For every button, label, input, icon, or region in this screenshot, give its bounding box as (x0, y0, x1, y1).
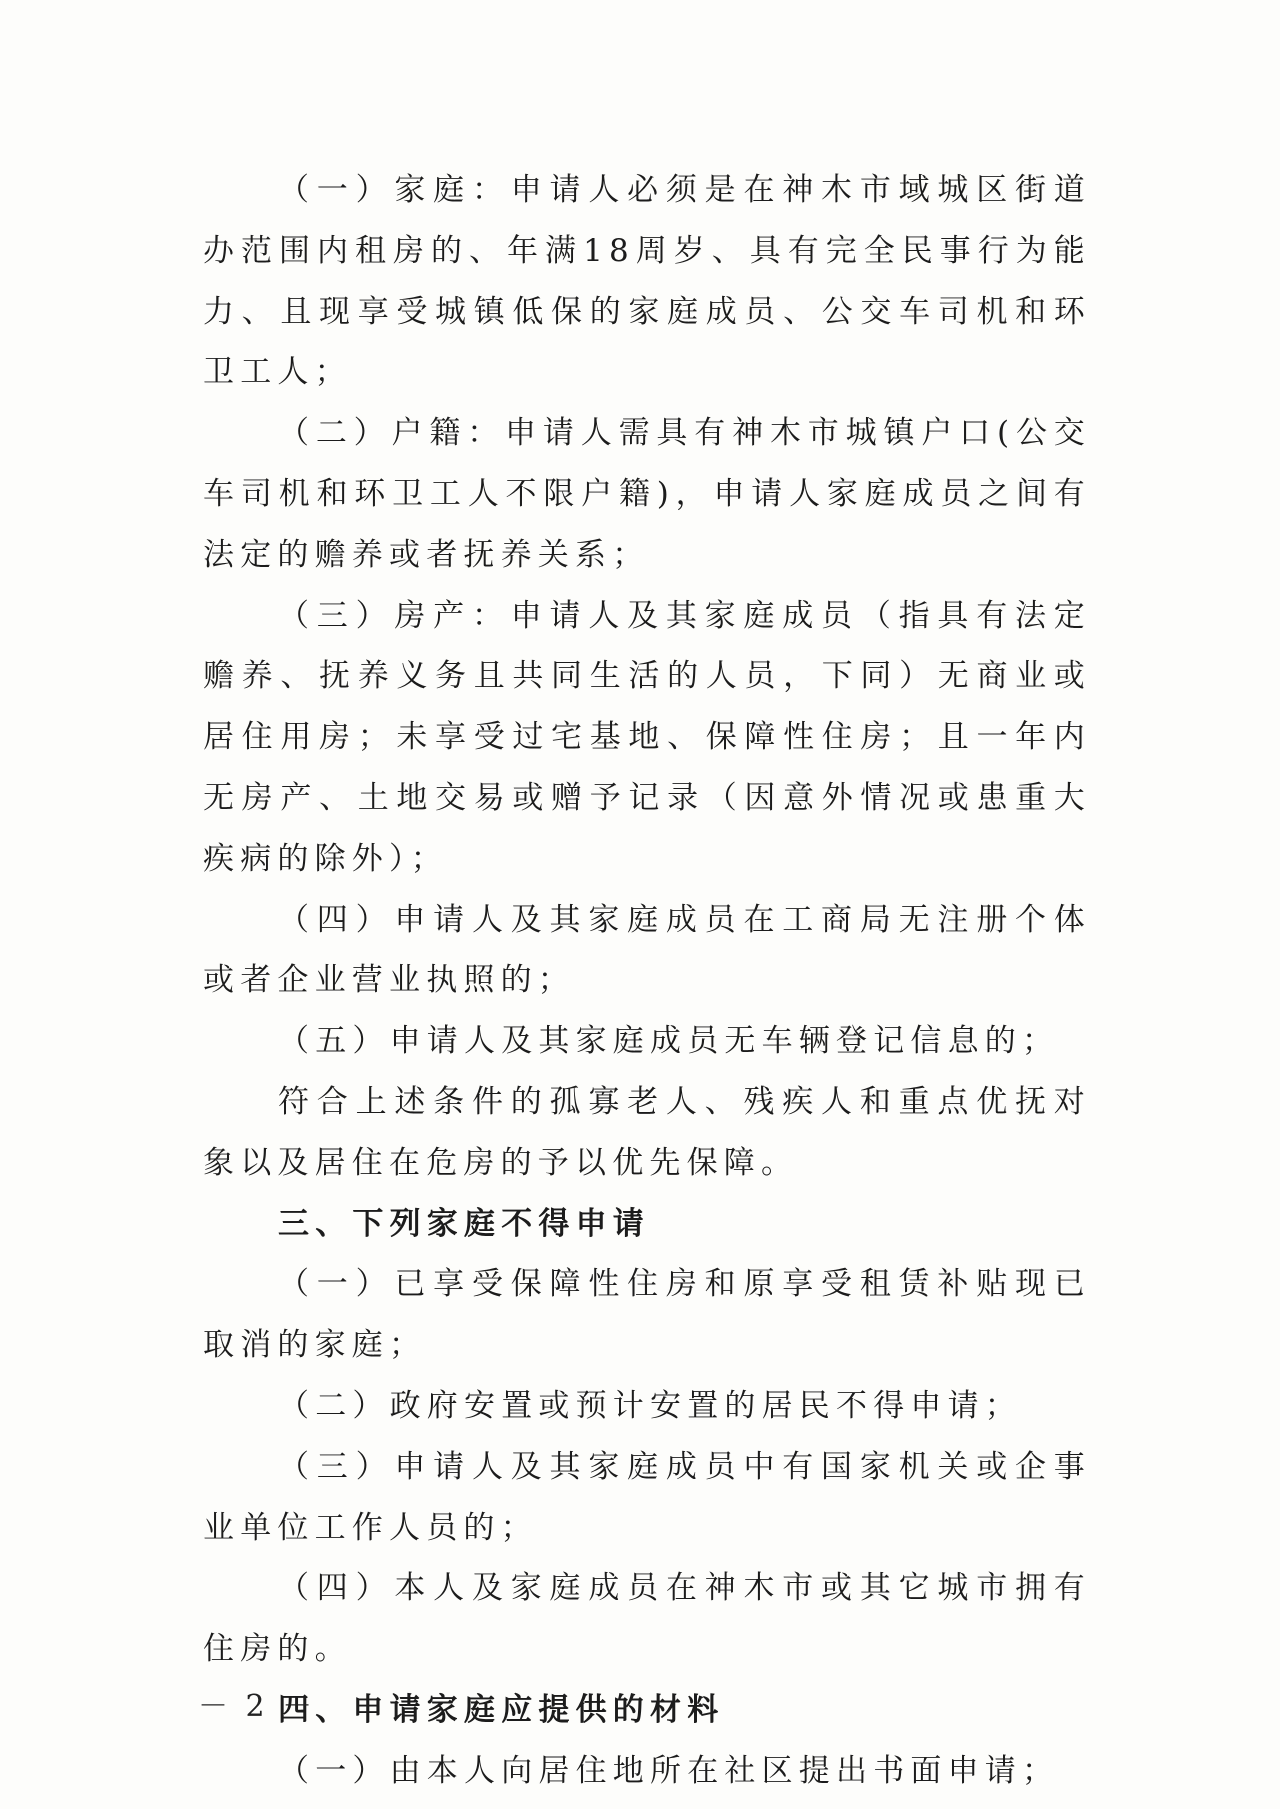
paragraph-priority: 符合上述条件的孤寡老人、残疾人和重点优抚对象以及居住在危房的予以优先保障。 (203, 1083, 1091, 1181)
paragraph-vehicle: （五）申请人及其家庭成员无车辆登记信息的； (278, 1023, 1060, 1060)
section-heading-ineligible: 三、下列家庭不得申请 (278, 1205, 650, 1242)
paragraph-ineligible-1: （一）已享受保障性住房和原享受租赁补贴现已取消的家庭； (203, 1266, 1091, 1364)
section-heading-materials: 四、申请家庭应提供的材料 (278, 1691, 725, 1728)
paragraph-ineligible-2: （二）政府安置或预计安置的居民不得申请； (278, 1387, 1022, 1424)
document-body (203, 160, 1091, 1802)
paragraph-materials-1: （一）由本人向居住地所在社区提出书面申请； (278, 1752, 1060, 1789)
paragraph-business-license: （四）申请人及其家庭成员在工商局无注册个体或者企业营业执照的； (203, 901, 1091, 999)
paragraph-family-condition: （一）家庭：申请人必须是在神木市域城区街道办范围内租房的、年满18周岁、具有完全民事行为能力、且现享受城镇低保的家庭成员、公交车司机和环卫工人； (203, 172, 1091, 391)
paragraph-ineligible-3: （三）申请人及其家庭成员中有国家机关或企事业单位工作人员的； (203, 1448, 1091, 1546)
paragraph-property: （三）房产：申请人及其家庭成员（指具有法定赡养、抚养义务且共同生活的人员，下同）无商业或居住用房；未享受过宅基地、保障性住房；且一年内无房产、土地交易或赠予记录（因意外情况或患重大疾病的除外）； (203, 597, 1091, 877)
page-number: － 2 － (198, 1689, 317, 1724)
paragraph-ineligible-4: （四）本人及家庭成员在神木市或其它城市拥有住房的。 (203, 1570, 1091, 1668)
paragraph-household-registration: （二）户籍：申请人需具有神木市城镇户口(公交车司机和环卫工人不限户籍)，申请人家庭成员之间有法定的赡养或者抚养关系； (203, 415, 1091, 573)
